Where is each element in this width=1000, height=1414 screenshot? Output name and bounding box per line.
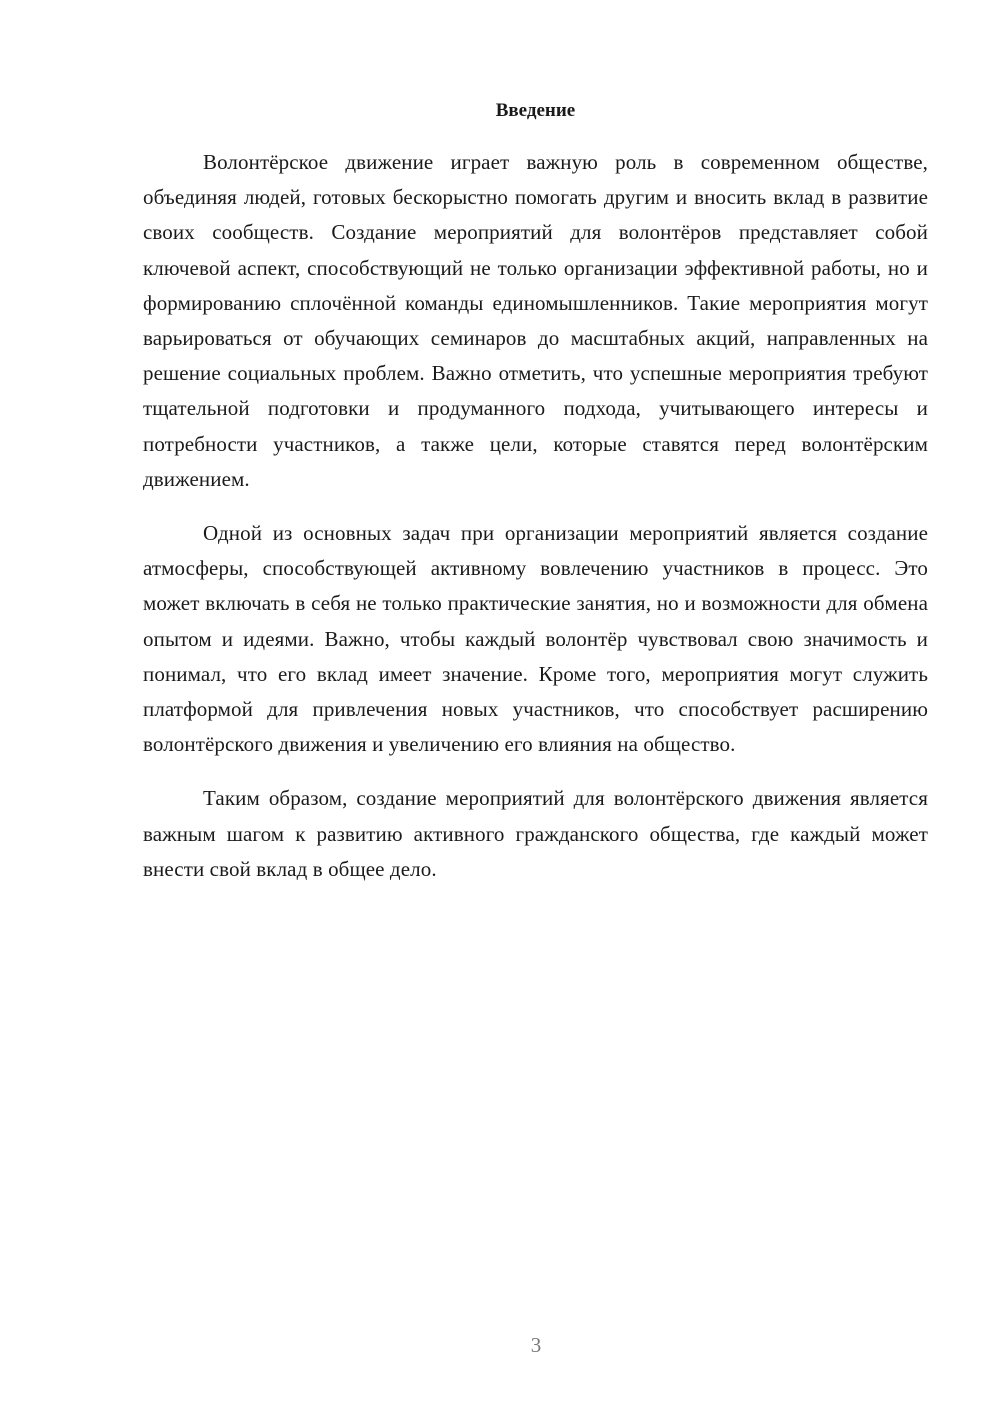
paragraph-3: Таким образом, создание мероприятий для волонтёрского движения является важным шагом к развитию активного гражданского общества, где каждый может внести свой вклад в общее дело. [143, 786, 928, 881]
page-content [143, 97, 928, 906]
paragraph-1: Волонтёрское движение играет важную роль в современном обществе, объединяя людей, готовых бескорыстно помогать другим и вносить вклад в развитие своих сообществ. Создание мероприятий для волонтёров представляет собой ключевой аспект, способствующий не только организации эффективной работы, но и формированию сплочённой команды единомышленников. Такие мероприятия могут варьироваться от обучающих семинаров до масштабных акций, направленных на решение социальных проблем. Важно отметить, что успешные мероприятия требуют тщательной подготовки и продуманного подхода, учитывающего интересы и потребности участников, а также цели, которые ставятся перед волонтёрским движением. [143, 150, 928, 491]
paragraph-2: Одной из основных задач при организации мероприятий является создание атмосферы, способствующей активному вовлечению участников в процесс. Это может включать в себя не только практические занятия, но и возможности для обмена опытом и идеями. Важно, чтобы каждый волонтёр чувствовал свою значимость и понимал, что его вклад имеет значение. Кроме того, мероприятия могут служить платформой для привлечения новых участников, что способствует расширению волонтёрского движения и увеличению его влияния на общество. [143, 521, 928, 757]
page-number: 3 [530, 1333, 542, 1357]
section-heading: Введение [495, 100, 576, 121]
